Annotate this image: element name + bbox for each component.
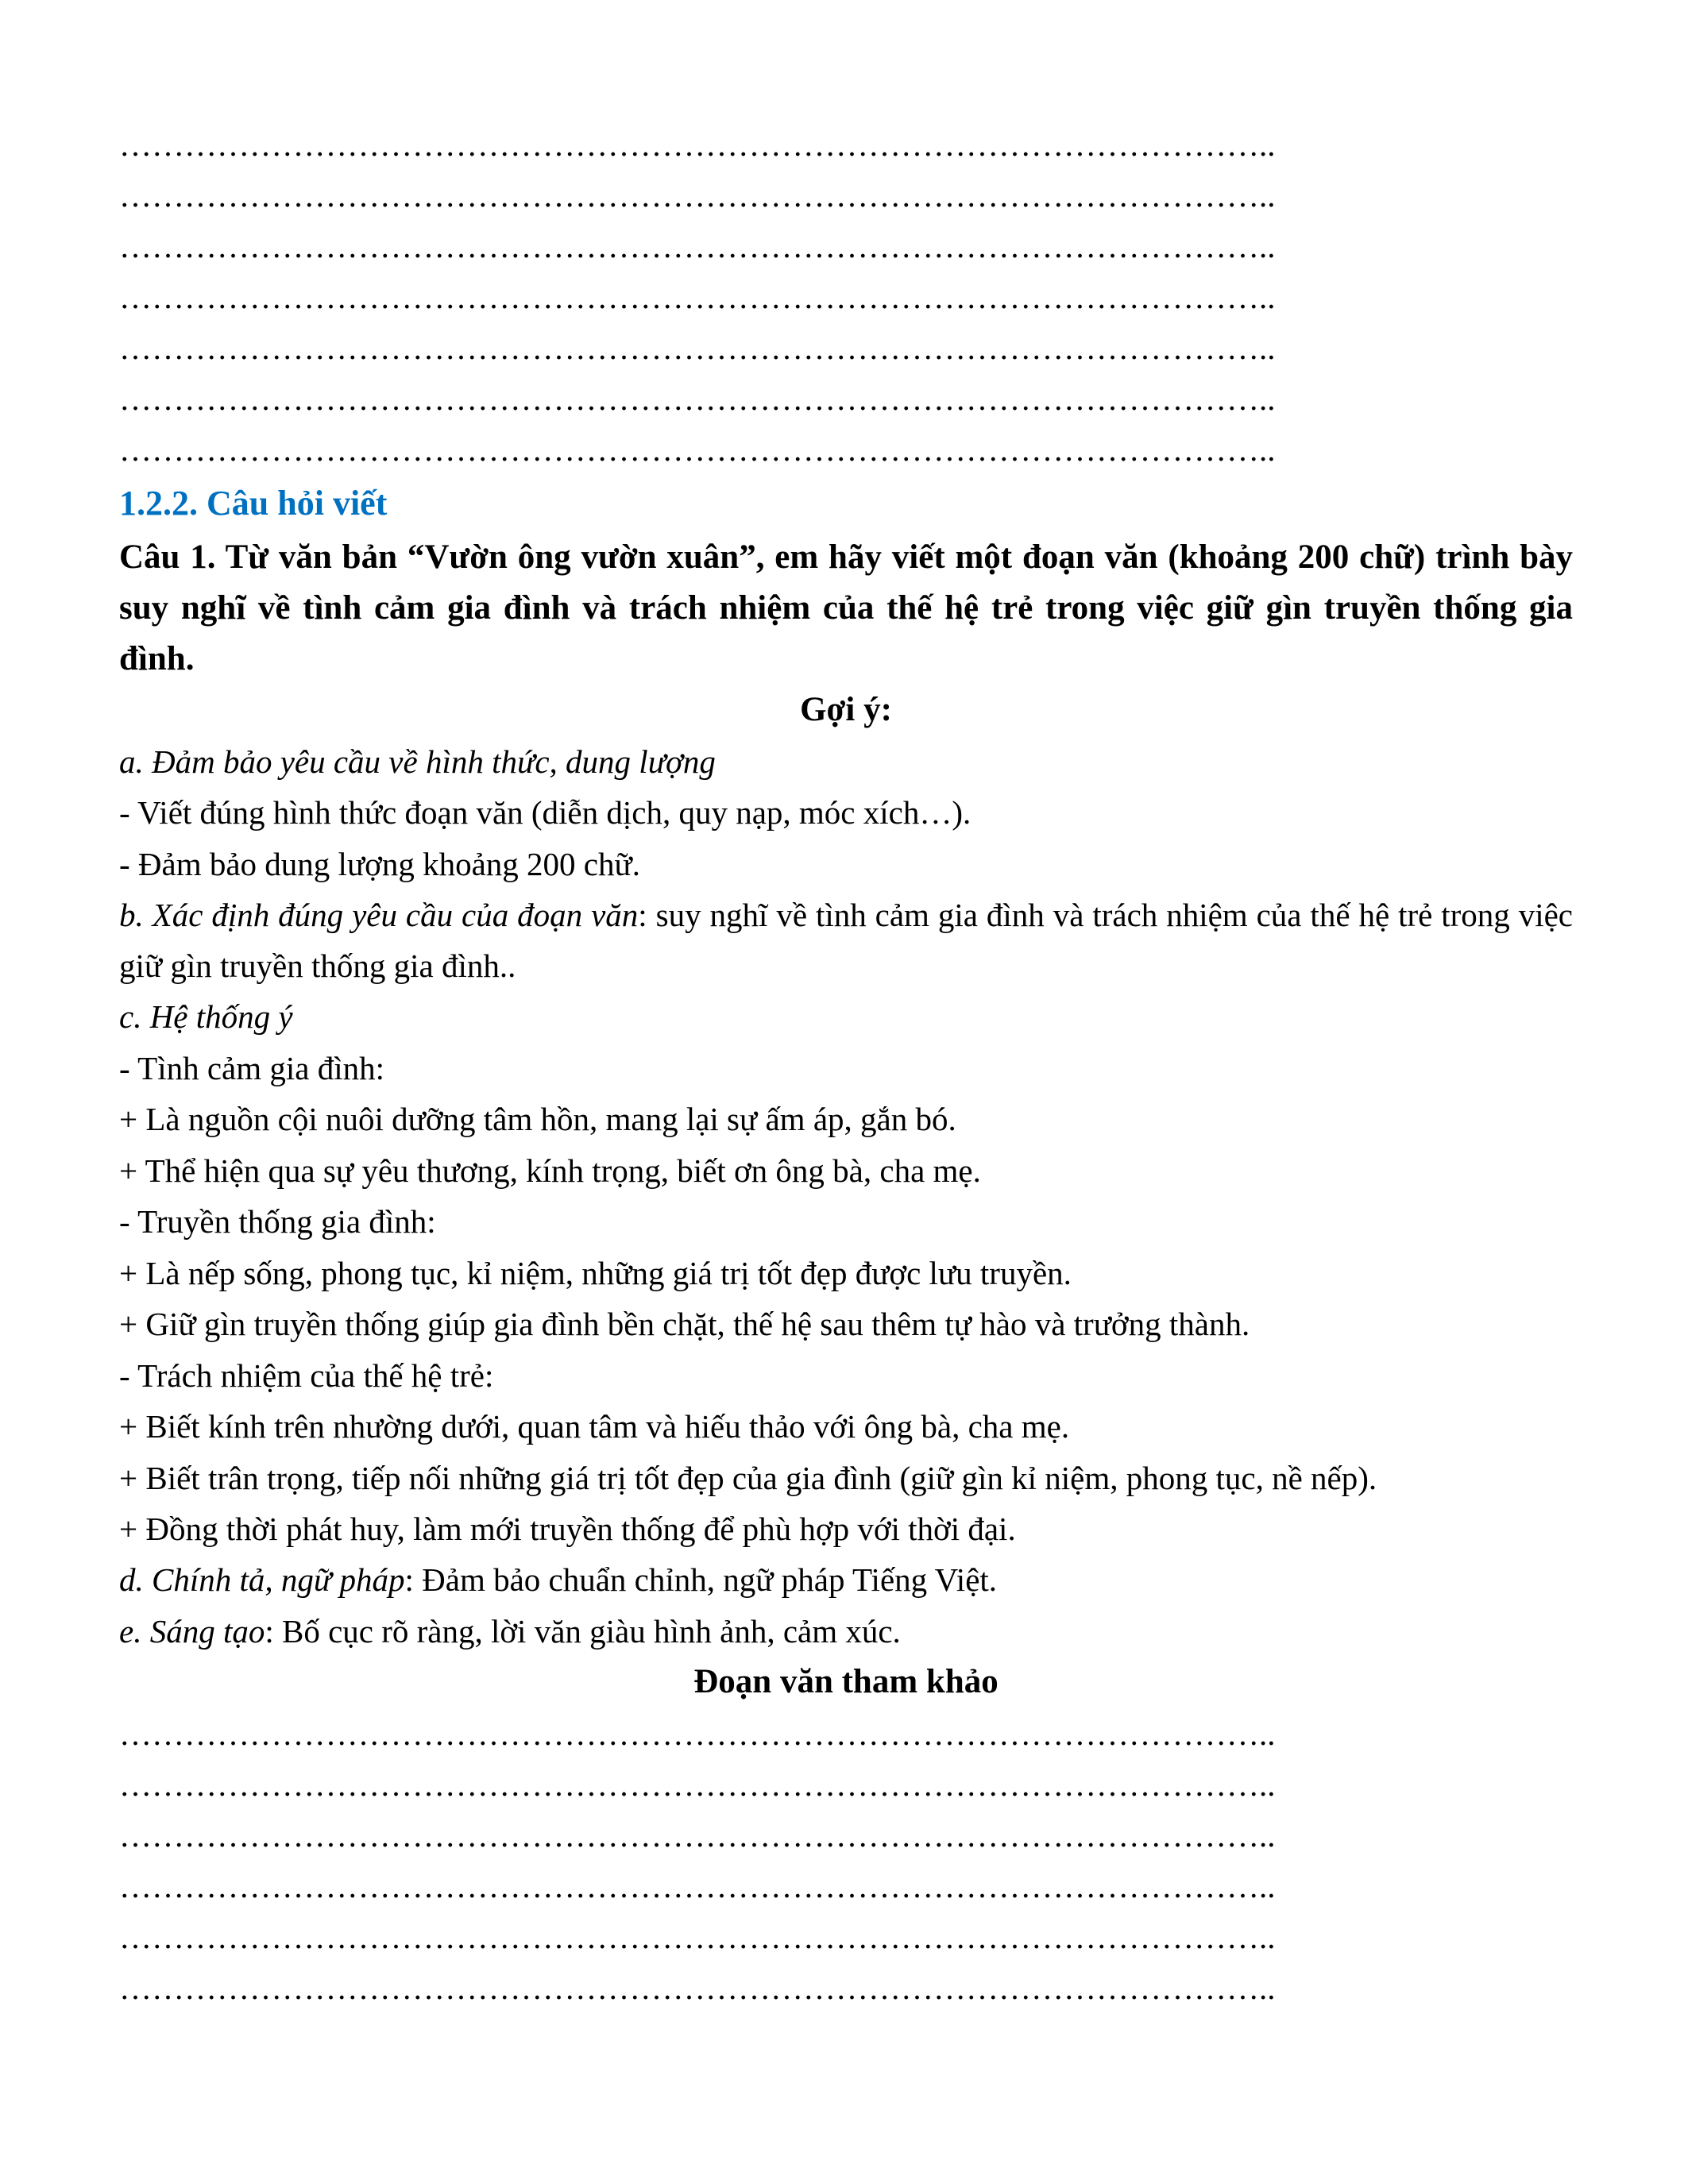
idea-item: + Là nguồn cội nuôi dưỡng tâm hồn, mang lại sự ấm áp, gắn bó. [119, 1101, 956, 1137]
criterion-d [119, 1554, 1573, 1606]
hint-title: Gợi ý: [800, 691, 892, 728]
criterion-c-label: c. Hệ thống ý [119, 998, 293, 1035]
dotted-line: …………………………………………………………………………………………….. [119, 380, 1276, 417]
document-page [119, 119, 1573, 2013]
dotted-line: …………………………………………………………………………………………….. [119, 1918, 1276, 1955]
criterion-e-text: : Bố cục rõ ràng, lời văn giàu hình ảnh, cảm xúc. [265, 1612, 901, 1650]
criterion-d-label: d. Chính tả, ngữ pháp [119, 1561, 405, 1598]
answer-lines-bottom [119, 1708, 1573, 2013]
criterion-d-text: : Đảm bảo chuẩn chỉnh, ngữ pháp Tiếng Việt. [404, 1561, 998, 1598]
question-text: Câu 1. Từ văn bản “Vườn ông vườn xuân”, em hãy viết một đoạn văn (khoảng 200 chữ) trình bày suy nghĩ về tình cảm gia đình và trách nhiệm của thế hệ trẻ trong việc giữ gìn truyền thống gia đình. [119, 538, 1573, 677]
dotted-line: …………………………………………………………………………………………….. [119, 177, 1276, 214]
dotted-line: …………………………………………………………………………………………….. [119, 279, 1276, 315]
idea-family-love: - Tình cảm gia đình: [119, 1049, 385, 1086]
section-heading: 1.2.2. Câu hỏi viết [119, 484, 388, 523]
dotted-line: …………………………………………………………………………………………….. [119, 1816, 1276, 1854]
idea-item: + Là nếp sống, phong tục, kỉ niệm, những giá trị tốt đẹp được lưu truyền. [119, 1254, 1072, 1291]
dotted-line: …………………………………………………………………………………………….. [119, 431, 1276, 468]
idea-item: + Giữ gìn truyền thống giúp gia đình bền chặt, thế hệ sau thêm tự hào và trưởng thành. [119, 1306, 1250, 1342]
criterion-e [119, 1606, 1573, 1657]
idea-item: + Biết kính trên nhường dưới, quan tâm và hiếu thảo với ông bà, cha mẹ. [119, 1408, 1070, 1445]
dotted-line: …………………………………………………………………………………………….. [119, 1867, 1276, 1904]
dotted-line: …………………………………………………………………………………………….. [119, 126, 1276, 163]
criterion-a-item-2: - Đảm bảo dung lượng khoảng 200 chữ. [119, 845, 640, 882]
reference-title: Đoạn văn tham khảo [693, 1663, 999, 1700]
criterion-e-label: e. Sáng tạo [119, 1612, 265, 1650]
dotted-line: …………………………………………………………………………………………….. [119, 1969, 1276, 2006]
dotted-line: …………………………………………………………………………………………….. [119, 1715, 1276, 1752]
dotted-line: …………………………………………………………………………………………….. [119, 1765, 1276, 1803]
idea-item: + Biết trân trọng, tiếp nối những giá trị tốt đẹp của gia đình (giữ gìn kỉ niệm, phong tục, nề nếp). [119, 1459, 1377, 1496]
idea-item: + Đồng thời phát huy, làm mới truyền thống để phù hợp với thời đại. [119, 1510, 1016, 1547]
dotted-line: …………………………………………………………………………………………….. [119, 228, 1276, 264]
idea-item: + Thể hiện qua sự yêu thương, kính trọng, biết ơn ông bà, cha mẹ. [119, 1152, 981, 1189]
idea-youth-responsibility: - Trách nhiệm của thế hệ trẻ: [119, 1356, 494, 1394]
criterion-b-text: : suy nghĩ về tình cảm gia đình và trách nhiệm của thế hệ trẻ trong việc giữ gìn truyền thống gia đình.. [119, 897, 1573, 984]
criterion-a-label: a. Đảm bảo yêu cầu về hình thức, dung lượng [119, 743, 716, 780]
criterion-b-label: b. Xác định đúng yêu cầu của đoạn văn [119, 897, 639, 933]
dotted-line: …………………………………………………………………………………………….. [119, 330, 1276, 366]
answer-lines-top [119, 119, 1573, 475]
criterion-b [119, 889, 1573, 991]
idea-family-tradition: - Truyền thống gia đình: [119, 1203, 436, 1240]
criterion-a-item-1: - Viết đúng hình thức đoạn văn (diễn dịch, quy nạp, móc xích…). [119, 794, 971, 831]
